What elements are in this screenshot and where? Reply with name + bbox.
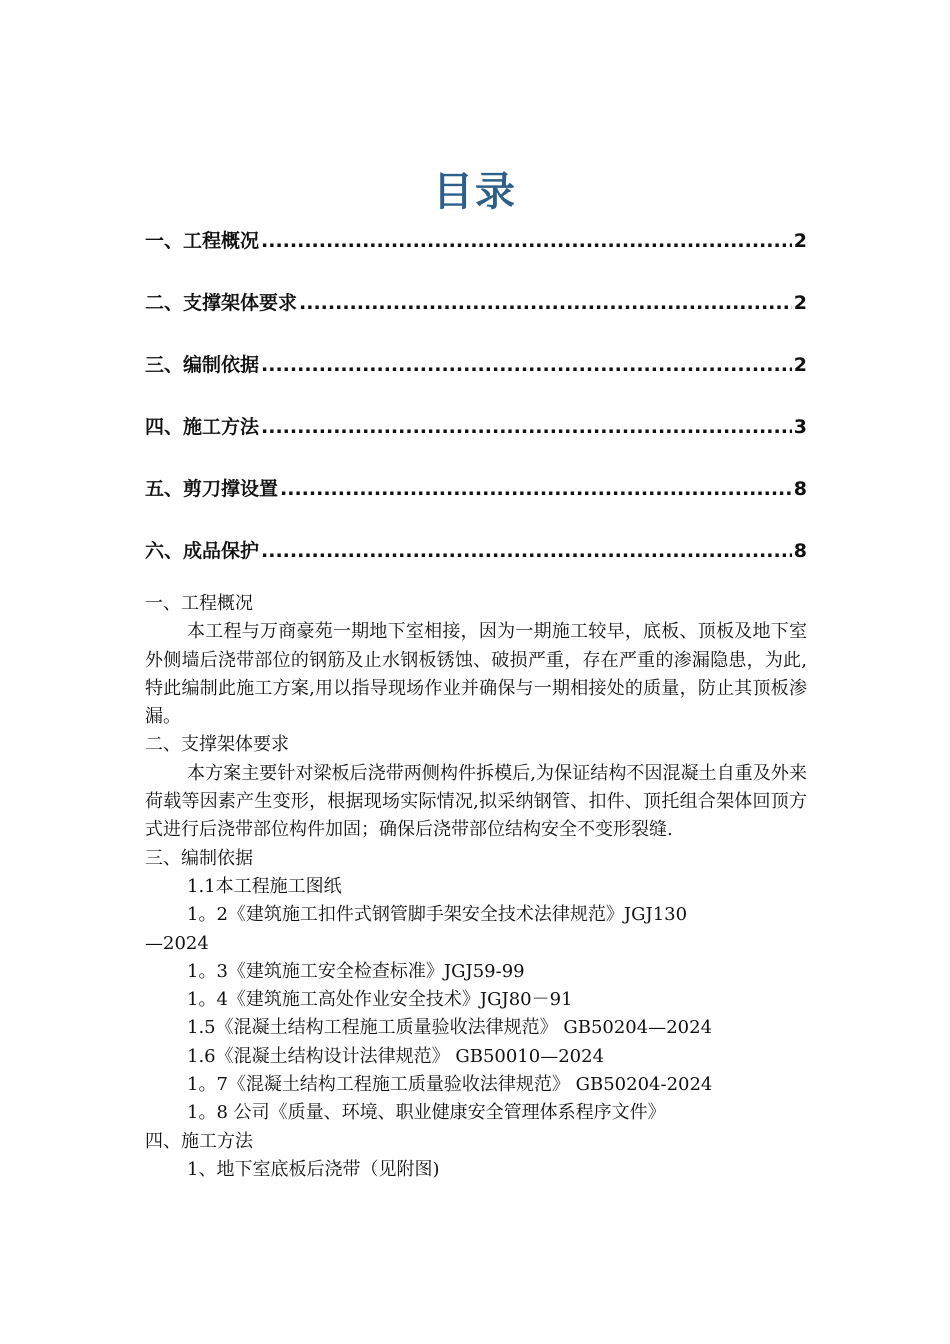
toc-entry-4[interactable] bbox=[145, 412, 807, 474]
section-heading-method: 四、施工方法 bbox=[145, 1130, 253, 1152]
toc-entry-label: 一、工程概况 bbox=[145, 230, 260, 252]
reference-item: 1.5《混凝土结构工程施工质量验收法律规范》 GB50204—2024 bbox=[187, 1017, 713, 1039]
toc-entry-label: 六、成品保护 bbox=[145, 540, 260, 562]
method-item: 1、地下室底板后浇带（见附图) bbox=[187, 1158, 440, 1180]
reference-item: 1。2《建筑施工扣件式钢管脚手架安全技术法律规范》JGJ130 bbox=[187, 904, 688, 926]
toc-entry-3[interactable] bbox=[145, 350, 807, 412]
section-paragraph-overview: 本工程与万商豪苑一期地下室相接，因为一期施工较早，底板、顶板及地下室外侧墙后浇带部位的钢筋及止水钢板锈蚀、破损严重，存在严重的渗漏隐患，为此,特此编制此施工方案,用以指导现场作业并确保与一期相接处的质量，防止其顶板渗漏。 bbox=[145, 621, 807, 728]
toc-entry-1[interactable] bbox=[145, 226, 807, 288]
section-heading-basis: 三、编制依据 bbox=[145, 847, 253, 869]
toc-entry-page: 3 bbox=[793, 416, 807, 438]
toc-entry-6[interactable] bbox=[145, 536, 807, 598]
section-heading-support: 二、支撑架体要求 bbox=[145, 734, 289, 756]
toc-leader-dots bbox=[299, 292, 792, 314]
toc-entry-page: 2 bbox=[793, 354, 807, 376]
toc-entry-2[interactable] bbox=[145, 288, 807, 350]
document-body bbox=[145, 590, 807, 1184]
toc-leader-dots bbox=[261, 540, 792, 562]
reference-item: 1.6《混凝土结构设计法律规范》 GB50010—2024 bbox=[187, 1045, 605, 1067]
toc-entry-5[interactable] bbox=[145, 474, 807, 536]
toc-leader-dots bbox=[261, 416, 792, 438]
toc-entry-label: 四、施工方法 bbox=[145, 416, 260, 438]
reference-item: 1.1本工程施工图纸 bbox=[187, 875, 342, 897]
reference-item: 1。7《混凝土结构工程施工质量验收法律规范》 GB50204-2024 bbox=[187, 1074, 713, 1096]
section-paragraph-support: 本方案主要针对梁板后浇带两侧构件拆模后,为保证结构不因混凝土自重及外来荷载等因素产生变形，根据现场实际情况,拟采纳钢管、扣件、顶托组合架体回顶方式进行后浇带部位构件加固；确保后浇带部位结构安全不变形裂缝. bbox=[145, 762, 807, 841]
toc-entry-page: 8 bbox=[793, 478, 807, 500]
toc-leader-dots bbox=[261, 230, 792, 252]
toc-entry-page: 8 bbox=[793, 540, 807, 562]
toc-entry-label: 三、编制依据 bbox=[145, 354, 260, 376]
toc-entry-page: 2 bbox=[793, 292, 807, 314]
toc-title: 目录 bbox=[433, 169, 517, 215]
table-of-contents bbox=[145, 226, 807, 598]
toc-leader-dots bbox=[280, 478, 792, 500]
toc-leader-dots bbox=[261, 354, 792, 376]
reference-item: 1。3《建筑施工安全检查标准》JGJ59-99 bbox=[187, 960, 525, 982]
toc-entry-label: 五、剪刀撑设置 bbox=[145, 478, 279, 500]
reference-item-continuation: —2024 bbox=[145, 932, 209, 954]
section-heading-overview: 一、工程概况 bbox=[145, 593, 253, 614]
reference-item: 1。8 公司《质量、环境、职业健康安全管理体系程序文件》 bbox=[187, 1102, 666, 1124]
toc-entry-label: 二、支撑架体要求 bbox=[145, 292, 298, 314]
toc-entry-page: 2 bbox=[793, 230, 807, 252]
reference-item: 1。4《建筑施工高处作业安全技术》JGJ80－91 bbox=[187, 989, 573, 1011]
